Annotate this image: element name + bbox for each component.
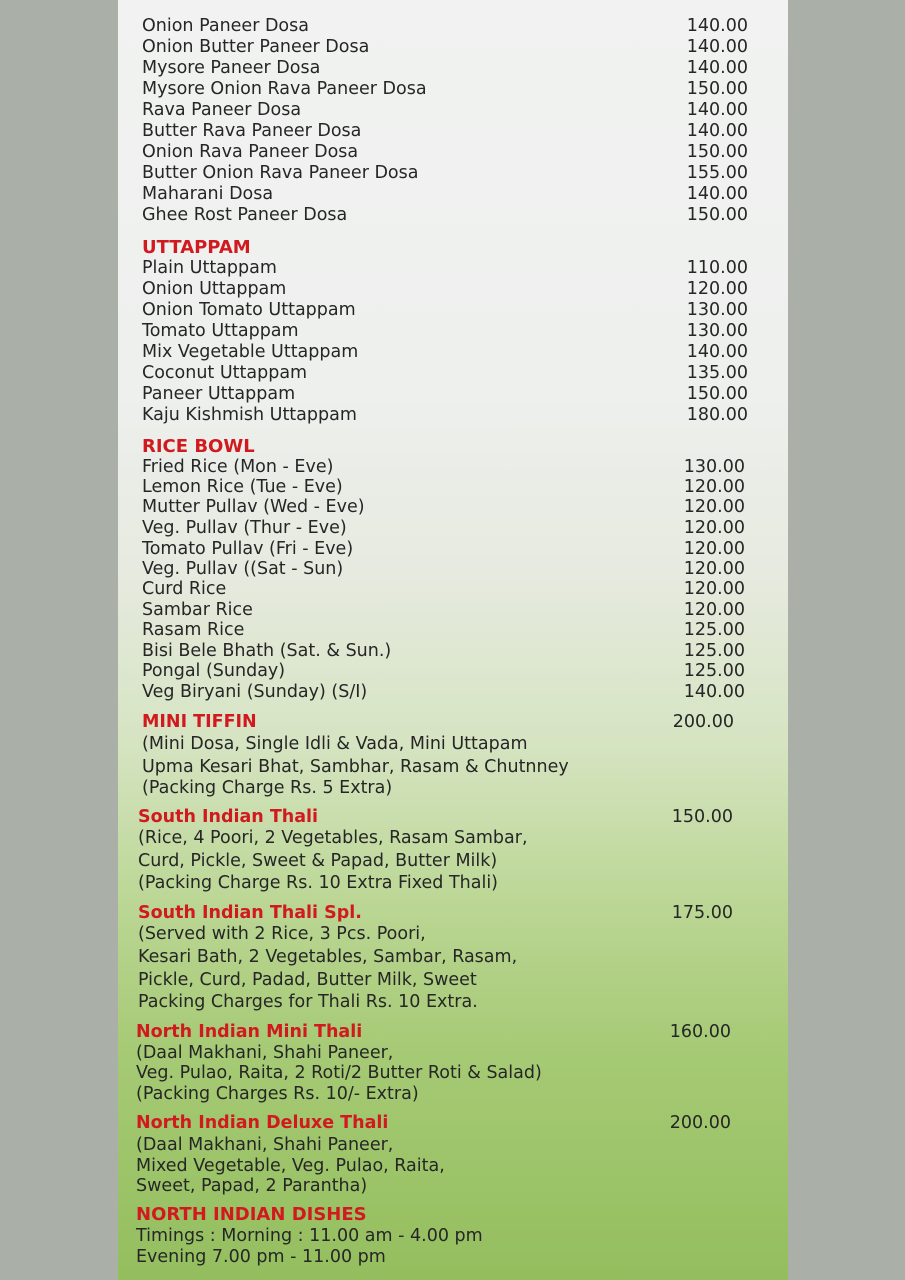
item-name: Butter Onion Rava Paneer Dosa [142, 163, 419, 183]
menu-item [142, 100, 748, 121]
thali-desc: Packing Charges for Thali Rs. 10 Extra. [138, 992, 478, 1012]
thali-desc: Veg. Pulao, Raita, 2 Roti/2 Butter Roti & Salad) [136, 1063, 542, 1083]
menu-item [142, 384, 748, 405]
item-price: 135.00 [686, 363, 748, 383]
menu-item [142, 205, 748, 226]
menu-item [142, 342, 748, 363]
section-heading-uttappam: UTTAPPAM [142, 237, 251, 258]
item-name: Mix Vegetable Uttappam [142, 342, 359, 362]
item-name: Mutter Pullav (Wed - Eve) [142, 497, 365, 517]
item-name: Ghee Rost Paneer Dosa [142, 205, 348, 225]
item-price: 120.00 [683, 539, 745, 559]
item-name: Onion Uttappam [142, 279, 287, 299]
item-price: 140.00 [683, 682, 745, 702]
thali-header-south-indian-spl [138, 902, 733, 924]
item-price: 130.00 [686, 300, 748, 320]
item-price: 140.00 [686, 184, 748, 204]
menu-item [142, 579, 745, 600]
menu-item [142, 405, 748, 426]
item-price: 125.00 [683, 641, 745, 661]
item-name: Veg Biryani (Sunday) (S/I) [142, 682, 368, 702]
item-name: Pongal (Sunday) [142, 661, 286, 681]
item-name: Veg. Pullav (Thur - Eve) [142, 518, 347, 538]
thali-desc: (Rice, 4 Poori, 2 Vegetables, Rasam Sambar, [138, 828, 528, 848]
item-price: 150.00 [686, 384, 748, 404]
item-name: Lemon Rice (Tue - Eve) [142, 477, 343, 497]
menu-item [142, 163, 748, 184]
thali-title: South Indian Thali [138, 807, 319, 827]
item-price: 120.00 [683, 600, 745, 620]
item-name: Onion Butter Paneer Dosa [142, 37, 370, 57]
menu-item [142, 600, 745, 621]
thali-header-north-indian-deluxe [136, 1112, 731, 1134]
item-price: 140.00 [686, 342, 748, 362]
item-name: Onion Rava Paneer Dosa [142, 142, 359, 162]
item-name: Rasam Rice [142, 620, 245, 640]
item-name: Kaju Kishmish Uttappam [142, 405, 357, 425]
item-price: 130.00 [683, 457, 745, 477]
item-price: 110.00 [686, 258, 748, 278]
item-name: Onion Paneer Dosa [142, 16, 309, 36]
menu-item [142, 79, 748, 100]
thali-desc: Curd, Pickle, Sweet & Papad, Butter Milk) [138, 851, 498, 871]
menu-item [142, 363, 748, 384]
menu-item [142, 184, 748, 205]
thali-desc: Sweet, Papad, 2 Parantha) [136, 1176, 368, 1196]
thali-title: South Indian Thali Spl. [138, 903, 362, 923]
thali-desc: (Packing Charges Rs. 10/- Extra) [136, 1084, 419, 1104]
menu-item [142, 518, 745, 539]
menu-card [118, 0, 788, 1280]
menu-item [142, 497, 745, 518]
menu-item [142, 539, 745, 560]
item-price: 140.00 [686, 121, 748, 141]
item-price: 180.00 [686, 405, 748, 425]
item-price: 130.00 [686, 321, 748, 341]
menu-item [142, 321, 748, 342]
thali-desc: Upma Kesari Bhat, Sambhar, Rasam & Chutnney [142, 757, 569, 777]
item-price: 140.00 [686, 37, 748, 57]
thali-desc: (Served with 2 Rice, 3 Pcs. Poori, [138, 924, 426, 944]
item-price: 120.00 [683, 477, 745, 497]
thali-price: 200.00 [672, 712, 734, 732]
section-heading-north-indian-dishes: NORTH INDIAN DISHES [136, 1204, 367, 1225]
thali-desc: Kesari Bath, 2 Vegetables, Sambar, Rasam, [138, 947, 518, 967]
thali-price: 160.00 [669, 1022, 731, 1042]
menu-item [142, 477, 745, 498]
menu-item [142, 16, 748, 37]
menu-item [142, 37, 748, 58]
thali-title: North Indian Mini Thali [136, 1022, 363, 1042]
item-name: Mysore Onion Rava Paneer Dosa [142, 79, 427, 99]
item-price: 120.00 [683, 518, 745, 538]
item-price: 150.00 [686, 79, 748, 99]
menu-item [142, 121, 748, 142]
thali-title: MINI TIFFIN [142, 712, 257, 732]
menu-item [142, 58, 748, 79]
thali-desc: (Packing Charge Rs. 10 Extra Fixed Thali) [138, 873, 499, 893]
item-price: 150.00 [686, 142, 748, 162]
item-name: Tomato Uttappam [142, 321, 299, 341]
item-price: 120.00 [686, 279, 748, 299]
menu-item [142, 620, 745, 641]
item-price: 155.00 [686, 163, 748, 183]
menu-item [142, 682, 745, 703]
thali-desc: (Mini Dosa, Single Idli & Vada, Mini Uttapam [142, 734, 528, 754]
item-name: Paneer Uttappam [142, 384, 296, 404]
item-name: Veg. Pullav ((Sat - Sun) [142, 559, 344, 579]
menu-item [142, 641, 745, 662]
item-price: 120.00 [683, 559, 745, 579]
item-price: 125.00 [683, 661, 745, 681]
item-price: 140.00 [686, 100, 748, 120]
thali-price: 200.00 [669, 1113, 731, 1133]
thali-desc: Pickle, Curd, Padad, Butter Milk, Sweet [138, 970, 477, 990]
menu-item [142, 300, 748, 321]
item-price: 125.00 [683, 620, 745, 640]
item-name: Fried Rice (Mon - Eve) [142, 457, 334, 477]
item-name: Plain Uttappam [142, 258, 277, 278]
item-price: 120.00 [683, 497, 745, 517]
thali-header-south-indian [138, 806, 733, 828]
item-name: Sambar Rice [142, 600, 253, 620]
section-heading-rice-bowl: RICE BOWL [142, 436, 255, 457]
thali-desc: (Daal Makhani, Shahi Paneer, [136, 1135, 394, 1155]
timings-line: Evening 7.00 pm - 11.00 pm [136, 1247, 386, 1267]
menu-item [142, 258, 748, 279]
item-name: Coconut Uttappam [142, 363, 308, 383]
item-name: Curd Rice [142, 579, 227, 599]
item-name: Bisi Bele Bhath (Sat. & Sun.) [142, 641, 392, 661]
menu-item [142, 661, 745, 682]
thali-desc: (Packing Charge Rs. 5 Extra) [142, 778, 393, 798]
menu-item [142, 142, 748, 163]
thali-price: 150.00 [671, 807, 733, 827]
thali-header-mini-tiffin [142, 711, 734, 733]
item-price: 150.00 [686, 205, 748, 225]
item-name: Maharani Dosa [142, 184, 274, 204]
item-name: Tomato Pullav (Fri - Eve) [142, 539, 354, 559]
item-price: 140.00 [686, 58, 748, 78]
thali-title: North Indian Deluxe Thali [136, 1113, 389, 1133]
thali-price: 175.00 [671, 903, 733, 923]
thali-desc: (Daal Makhani, Shahi Paneer, [136, 1043, 394, 1063]
item-price: 120.00 [683, 579, 745, 599]
menu-item [142, 457, 745, 478]
menu-item [142, 559, 745, 580]
thali-desc: Mixed Vegetable, Veg. Pulao, Raita, [136, 1156, 445, 1176]
item-name: Mysore Paneer Dosa [142, 58, 321, 78]
item-name: Rava Paneer Dosa [142, 100, 302, 120]
menu-item [142, 279, 748, 300]
thali-header-north-indian-mini [136, 1021, 731, 1043]
item-name: Butter Rava Paneer Dosa [142, 121, 362, 141]
item-price: 140.00 [686, 16, 748, 36]
timings-line: Timings : Morning : 11.00 am - 4.00 pm [136, 1226, 483, 1246]
item-name: Onion Tomato Uttappam [142, 300, 356, 320]
